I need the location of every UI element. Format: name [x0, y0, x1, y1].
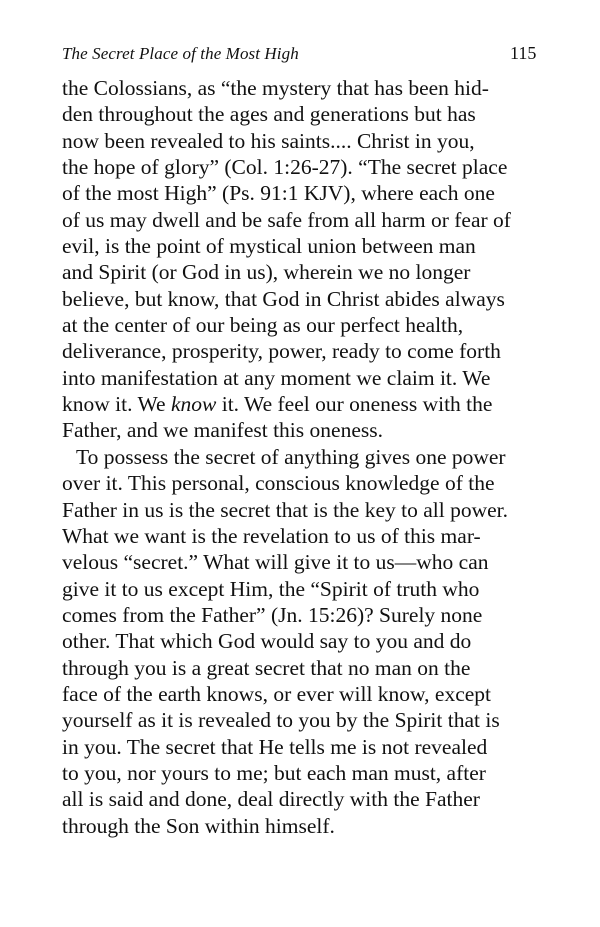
text-line: all is said and done, deal directly with the Father [62, 787, 480, 812]
text-line: to you, nor yours to me; but each man must, after [62, 760, 486, 785]
text-line: and Spirit (or God in us), wherein we no longer [62, 260, 471, 285]
text-line: of us may dwell and be safe from all harm or fear of [62, 207, 511, 232]
text-line: What we want is the revelation to us of this mar- [62, 523, 481, 548]
paragraph [62, 444, 552, 839]
text-line: den throughout the ages and generations but has [62, 102, 476, 127]
text-line: believe, but know, that God in Christ abides always [62, 286, 505, 311]
text-line: yourself as it is revealed to you by the Spirit that is [62, 708, 500, 733]
text-line: through the Son within himself. [62, 813, 335, 838]
text-line: Father, and we manifest this oneness. [62, 418, 383, 443]
paragraph [62, 75, 552, 444]
text-line: through you is a great secret that no man on the [62, 655, 471, 680]
text-line: now been revealed to his saints.... Christ in you, [62, 128, 475, 153]
text-line: the Colossians, as “the mystery that has been hid- [62, 76, 489, 100]
text-line: of the most High” (Ps. 91:1 KJV), where each one [62, 181, 495, 206]
text-line: know it. We know it. We feel our oneness with the [62, 392, 493, 417]
text-line: at the center of our being as our perfect health, [62, 313, 464, 338]
text-line: deliverance, prosperity, power, ready to come forth [62, 339, 501, 364]
text-line: the hope of glory” (Col. 1:26-27). “The secret place [62, 155, 508, 180]
text-line: Father in us is the secret that is the key to all power. [62, 497, 509, 522]
text-line: evil, is the point of mystical union between man [62, 234, 476, 259]
text-line: face of the earth knows, or ever will know, except [62, 681, 492, 706]
text-line: comes from the Father” (Jn. 15:26)? Surely none [62, 602, 483, 627]
text-line: velous “secret.” What will give it to us—who can [62, 550, 489, 575]
text-line: into manifestation at any moment we claim it. We [62, 365, 491, 390]
running-head-title: The Secret Place of the Most High [62, 44, 299, 63]
text-line: in you. The secret that He tells me is not revealed [62, 734, 488, 759]
text-line: other. That which God would say to you and do [62, 629, 472, 654]
emphasis-word: know [170, 392, 217, 417]
text-line: give it to us except Him, the “Spirit of truth who [62, 576, 480, 601]
page-number: 115 [510, 43, 537, 63]
body-text [62, 75, 552, 839]
text-line: To possess the secret of anything gives one power [76, 444, 506, 469]
text-line: over it. This personal, conscious knowledge of the [62, 471, 495, 496]
